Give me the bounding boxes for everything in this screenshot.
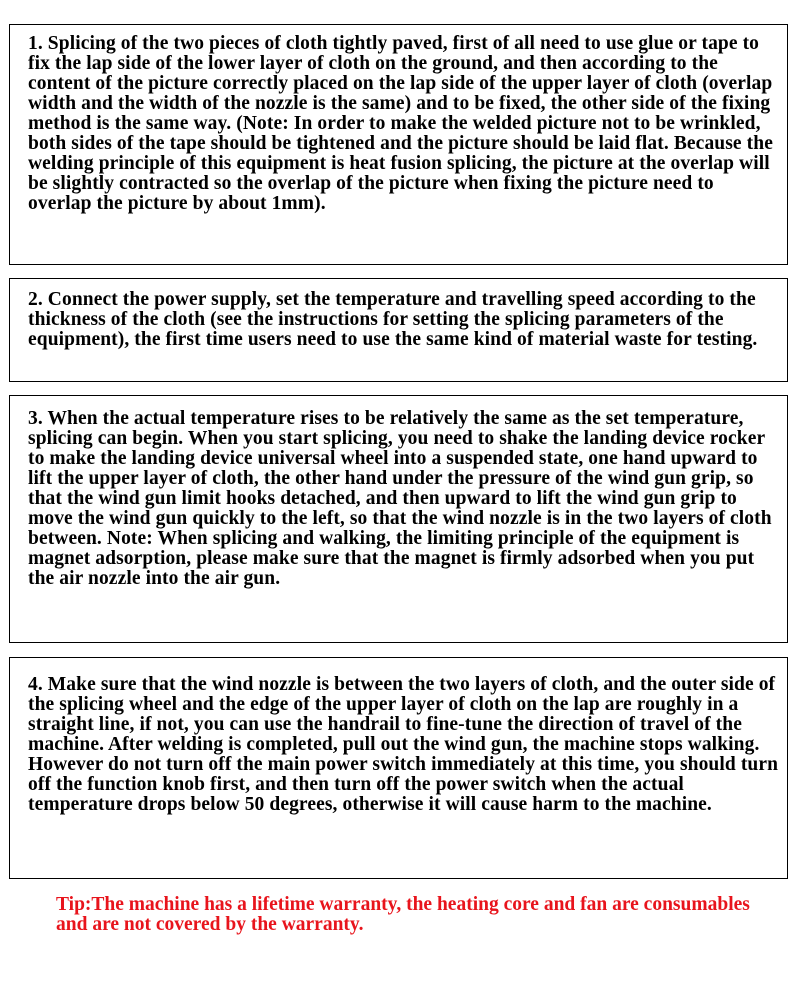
- step-3-box: [9, 395, 788, 643]
- step-4-box: [9, 657, 788, 879]
- step-3-text: 3. When the actual temperature rises to be relatively the same as the set temperature, splicing can begin. When you start splicing, you need to shake the landing device rocker to make the landing device universal wheel into a suspended state, one hand upward to lift the upper layer of cloth, the other hand under the pressure of the wind gun grip, so that the wind gun limit hooks detached, and then upward to lift the wind gun grip to move the wind gun quickly to the left, so that the wind nozzle is in the two layers of cloth between. Note: When splicing and walking, the limiting principle of the equipment is magnet adsorption, please make sure that the magnet is firmly adsorbed when you put the air nozzle into the air gun.: [28, 408, 772, 589]
- step-4-text: 4. Make sure that the wind nozzle is between the two layers of cloth, and the outer side of the splicing wheel and the edge of the upper layer of cloth on the lap are roughly in a straight line, if not, you can use the handrail to fine-tune the direction of travel of the machine. After welding is completed, pull out the wind gun, the machine stops walking. However do not turn off the main power switch immediately at this time, you should turn off the function knob first, and then turn off the power switch when the actual temperature drops below 50 degrees, otherwise it will cause harm to the machine.: [28, 674, 779, 815]
- step-2-text: 2. Connect the power supply, set the temperature and travelling speed according to the thickness of the cloth (see the instructions for setting the splicing parameters of the equipment), the first time users need to use the same kind of material waste for testing.: [28, 289, 758, 350]
- step-2-box: [9, 278, 788, 382]
- warranty-tip: Tip:The machine has a lifetime warranty, the heating core and fan are consumables and are not covered by the warranty.: [56, 894, 750, 935]
- step-1-text: 1. Splicing of the two pieces of cloth tightly paved, first of all need to use glue or tape to fix the lap side of the lower layer of cloth on the ground, and then according to the content of the picture correctly placed on the lap side of the upper layer of cloth (overlap width and the width of the nozzle is the same) and to be fixed, the other side of the fixing method is the same way. (Note: In order to make the welded picture not to be wrinkled, both sides of the tape should be tightened and the picture should be laid flat. Because the welding principle of this equipment is heat fusion splicing, the picture at the overlap will be slightly contracted so the overlap of the picture when fixing the picture need to overlap the picture by about 1mm).: [28, 33, 773, 214]
- step-1-box: [9, 24, 788, 265]
